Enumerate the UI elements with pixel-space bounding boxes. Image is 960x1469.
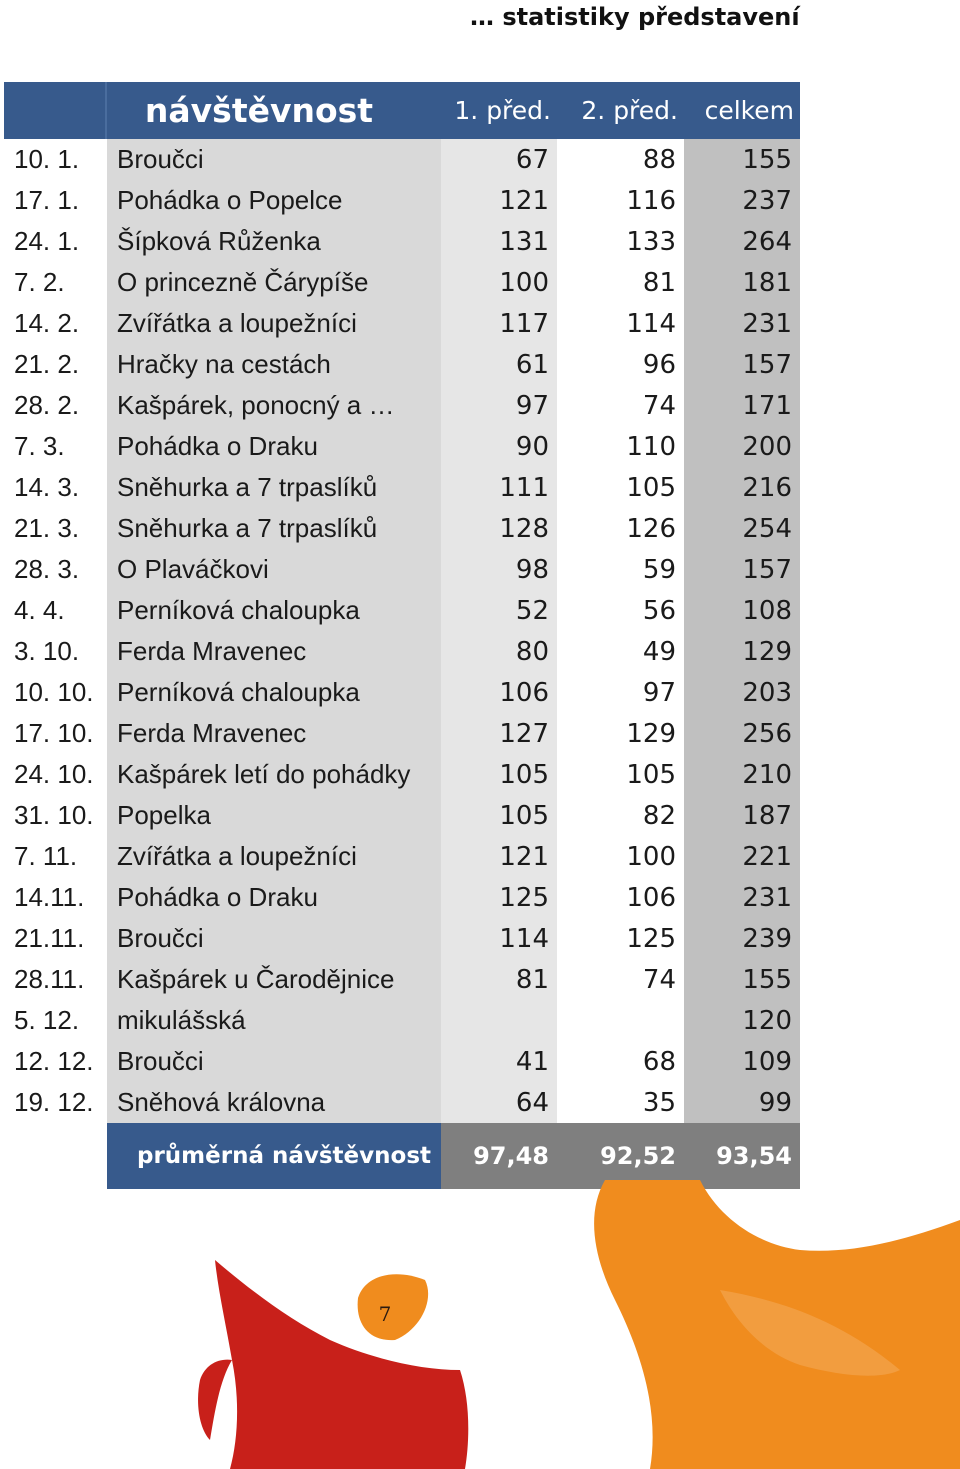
row-title: Perníková chaloupka: [107, 590, 441, 631]
row-title: Zvířátka a loupežníci: [107, 836, 441, 877]
row-total: 203: [684, 672, 800, 713]
table-row: [4, 1082, 800, 1123]
row-date: 28. 3.: [4, 549, 107, 590]
average-first-performance: 97,48: [441, 1123, 557, 1189]
row-first-performance: 106: [441, 672, 557, 713]
row-first-performance: 97: [441, 385, 557, 426]
row-second-performance: 129: [557, 713, 684, 754]
row-total: 157: [684, 549, 800, 590]
row-title: Sněhurka a 7 trpaslíků: [107, 508, 441, 549]
row-total: 256: [684, 713, 800, 754]
row-title: Šípková Růženka: [107, 221, 441, 262]
row-first-performance: 41: [441, 1041, 557, 1082]
row-total: 129: [684, 631, 800, 672]
row-second-performance: 35: [557, 1082, 684, 1123]
row-total: 221: [684, 836, 800, 877]
row-second-performance: 96: [557, 344, 684, 385]
table-row: [4, 303, 800, 344]
row-title: O Plaváčkovi: [107, 549, 441, 590]
row-date: 14. 3.: [4, 467, 107, 508]
row-total: 120: [684, 1000, 800, 1041]
header-total: celkem: [684, 82, 800, 139]
row-second-performance: 105: [557, 754, 684, 795]
row-date: 28.11.: [4, 959, 107, 1000]
row-total: 231: [684, 303, 800, 344]
row-first-performance: 114: [441, 918, 557, 959]
row-first-performance: 125: [441, 877, 557, 918]
table-row: [4, 713, 800, 754]
header-date-cell: [4, 82, 107, 139]
row-total: 264: [684, 221, 800, 262]
row-second-performance: 82: [557, 795, 684, 836]
row-title: Hračky na cestách: [107, 344, 441, 385]
table-row: [4, 549, 800, 590]
row-second-performance: 106: [557, 877, 684, 918]
table-row: [4, 877, 800, 918]
table-row: [4, 426, 800, 467]
row-date: 14.11.: [4, 877, 107, 918]
attendance-table: [4, 82, 800, 1189]
table-row: [4, 1000, 800, 1041]
row-title: Zvířátka a loupežníci: [107, 303, 441, 344]
row-second-performance: 100: [557, 836, 684, 877]
table-header-row: [4, 82, 800, 139]
row-title: Sněhová královna: [107, 1082, 441, 1123]
row-second-performance: 133: [557, 221, 684, 262]
row-first-performance: 128: [441, 508, 557, 549]
row-first-performance: 105: [441, 754, 557, 795]
row-date: 21. 2.: [4, 344, 107, 385]
row-title: Pohádka o Draku: [107, 426, 441, 467]
row-second-performance: 49: [557, 631, 684, 672]
table-row: [4, 262, 800, 303]
row-date: 21. 3.: [4, 508, 107, 549]
row-first-performance: 64: [441, 1082, 557, 1123]
row-first-performance: 98: [441, 549, 557, 590]
row-second-performance: 116: [557, 180, 684, 221]
table-row: [4, 344, 800, 385]
row-title: Kašpárek, ponocný a …: [107, 385, 441, 426]
header-second-performance: 2. před.: [557, 82, 684, 139]
row-second-performance: 68: [557, 1041, 684, 1082]
row-total: 181: [684, 262, 800, 303]
row-title: Kašpárek u Čarodějnice: [107, 959, 441, 1000]
row-date: 3. 10.: [4, 631, 107, 672]
table-body: [4, 139, 800, 1123]
row-total: 239: [684, 918, 800, 959]
row-total: 157: [684, 344, 800, 385]
row-date: 10. 1.: [4, 139, 107, 180]
table-row: [4, 385, 800, 426]
row-date: 17. 10.: [4, 713, 107, 754]
row-title: O princezně Čárypíše: [107, 262, 441, 303]
table-row: [4, 918, 800, 959]
row-first-performance: 81: [441, 959, 557, 1000]
row-first-performance: [441, 1000, 557, 1041]
row-date: 7. 3.: [4, 426, 107, 467]
theatre-logo: [0, 1180, 960, 1469]
row-second-performance: 56: [557, 590, 684, 631]
row-title: Pohádka o Draku: [107, 877, 441, 918]
table-row: [4, 139, 800, 180]
row-total: 155: [684, 959, 800, 1000]
row-first-performance: 121: [441, 180, 557, 221]
row-title: Kašpárek letí do pohádky: [107, 754, 441, 795]
row-first-performance: 61: [441, 344, 557, 385]
row-date: 21.11.: [4, 918, 107, 959]
row-date: 7. 11.: [4, 836, 107, 877]
row-second-performance: 97: [557, 672, 684, 713]
row-first-performance: 52: [441, 590, 557, 631]
row-second-performance: 126: [557, 508, 684, 549]
logo-red-crown: [215, 1260, 468, 1469]
row-second-performance: 74: [557, 385, 684, 426]
header-attendance: návštěvnost: [107, 82, 441, 139]
row-first-performance: 111: [441, 467, 557, 508]
table-row: [4, 221, 800, 262]
row-first-performance: 90: [441, 426, 557, 467]
table-row: [4, 467, 800, 508]
row-first-performance: 67: [441, 139, 557, 180]
row-total: 108: [684, 590, 800, 631]
logo-red-curl: [198, 1360, 232, 1440]
row-total: 231: [684, 877, 800, 918]
row-title: Pohádka o Popelce: [107, 180, 441, 221]
row-title: Broučci: [107, 918, 441, 959]
row-second-performance: 74: [557, 959, 684, 1000]
row-second-performance: 125: [557, 918, 684, 959]
row-second-performance: 114: [557, 303, 684, 344]
row-title: Popelka: [107, 795, 441, 836]
row-second-performance: 110: [557, 426, 684, 467]
row-date: 24. 10.: [4, 754, 107, 795]
table-row: [4, 959, 800, 1000]
row-title: Ferda Mravenec: [107, 631, 441, 672]
row-date: 14. 2.: [4, 303, 107, 344]
row-total: 187: [684, 795, 800, 836]
average-second-performance: 92,52: [557, 1123, 684, 1189]
row-title: Broučci: [107, 139, 441, 180]
table-row: [4, 631, 800, 672]
row-total: 216: [684, 467, 800, 508]
row-date: 12. 12.: [4, 1041, 107, 1082]
row-total: 155: [684, 139, 800, 180]
row-date: 7. 2.: [4, 262, 107, 303]
table-row: [4, 180, 800, 221]
row-date: 24. 1.: [4, 221, 107, 262]
row-total: 237: [684, 180, 800, 221]
table-row: [4, 508, 800, 549]
page-number: 7: [378, 1302, 392, 1326]
row-second-performance: 81: [557, 262, 684, 303]
row-second-performance: [557, 1000, 684, 1041]
average-attendance-label: průměrná návštěvnost: [107, 1123, 441, 1189]
row-title: Sněhurka a 7 trpaslíků: [107, 467, 441, 508]
table-row: [4, 1041, 800, 1082]
row-first-performance: 80: [441, 631, 557, 672]
row-date: 5. 12.: [4, 1000, 107, 1041]
row-first-performance: 100: [441, 262, 557, 303]
row-total: 200: [684, 426, 800, 467]
section-heading: … statistiky představení: [470, 3, 800, 31]
row-date: 28. 2.: [4, 385, 107, 426]
header-first-performance: 1. před.: [441, 82, 557, 139]
table-row: [4, 754, 800, 795]
row-date: 31. 10.: [4, 795, 107, 836]
row-date: 10. 10.: [4, 672, 107, 713]
row-total: 171: [684, 385, 800, 426]
row-date: 4. 4.: [4, 590, 107, 631]
row-title: Perníková chaloupka: [107, 672, 441, 713]
table-row: [4, 590, 800, 631]
average-total: 93,54: [684, 1123, 800, 1189]
table-row: [4, 836, 800, 877]
row-total: 210: [684, 754, 800, 795]
row-second-performance: 59: [557, 549, 684, 590]
row-title: mikulášská: [107, 1000, 441, 1041]
row-date: 19. 12.: [4, 1082, 107, 1123]
row-first-performance: 117: [441, 303, 557, 344]
row-date: 17. 1.: [4, 180, 107, 221]
row-total: 254: [684, 508, 800, 549]
row-first-performance: 105: [441, 795, 557, 836]
row-total: 99: [684, 1082, 800, 1123]
row-title: Broučci: [107, 1041, 441, 1082]
row-first-performance: 127: [441, 713, 557, 754]
row-title: Ferda Mravenec: [107, 713, 441, 754]
table-row: [4, 795, 800, 836]
table-row: [4, 672, 800, 713]
row-total: 109: [684, 1041, 800, 1082]
row-first-performance: 121: [441, 836, 557, 877]
row-first-performance: 131: [441, 221, 557, 262]
row-second-performance: 105: [557, 467, 684, 508]
row-second-performance: 88: [557, 139, 684, 180]
